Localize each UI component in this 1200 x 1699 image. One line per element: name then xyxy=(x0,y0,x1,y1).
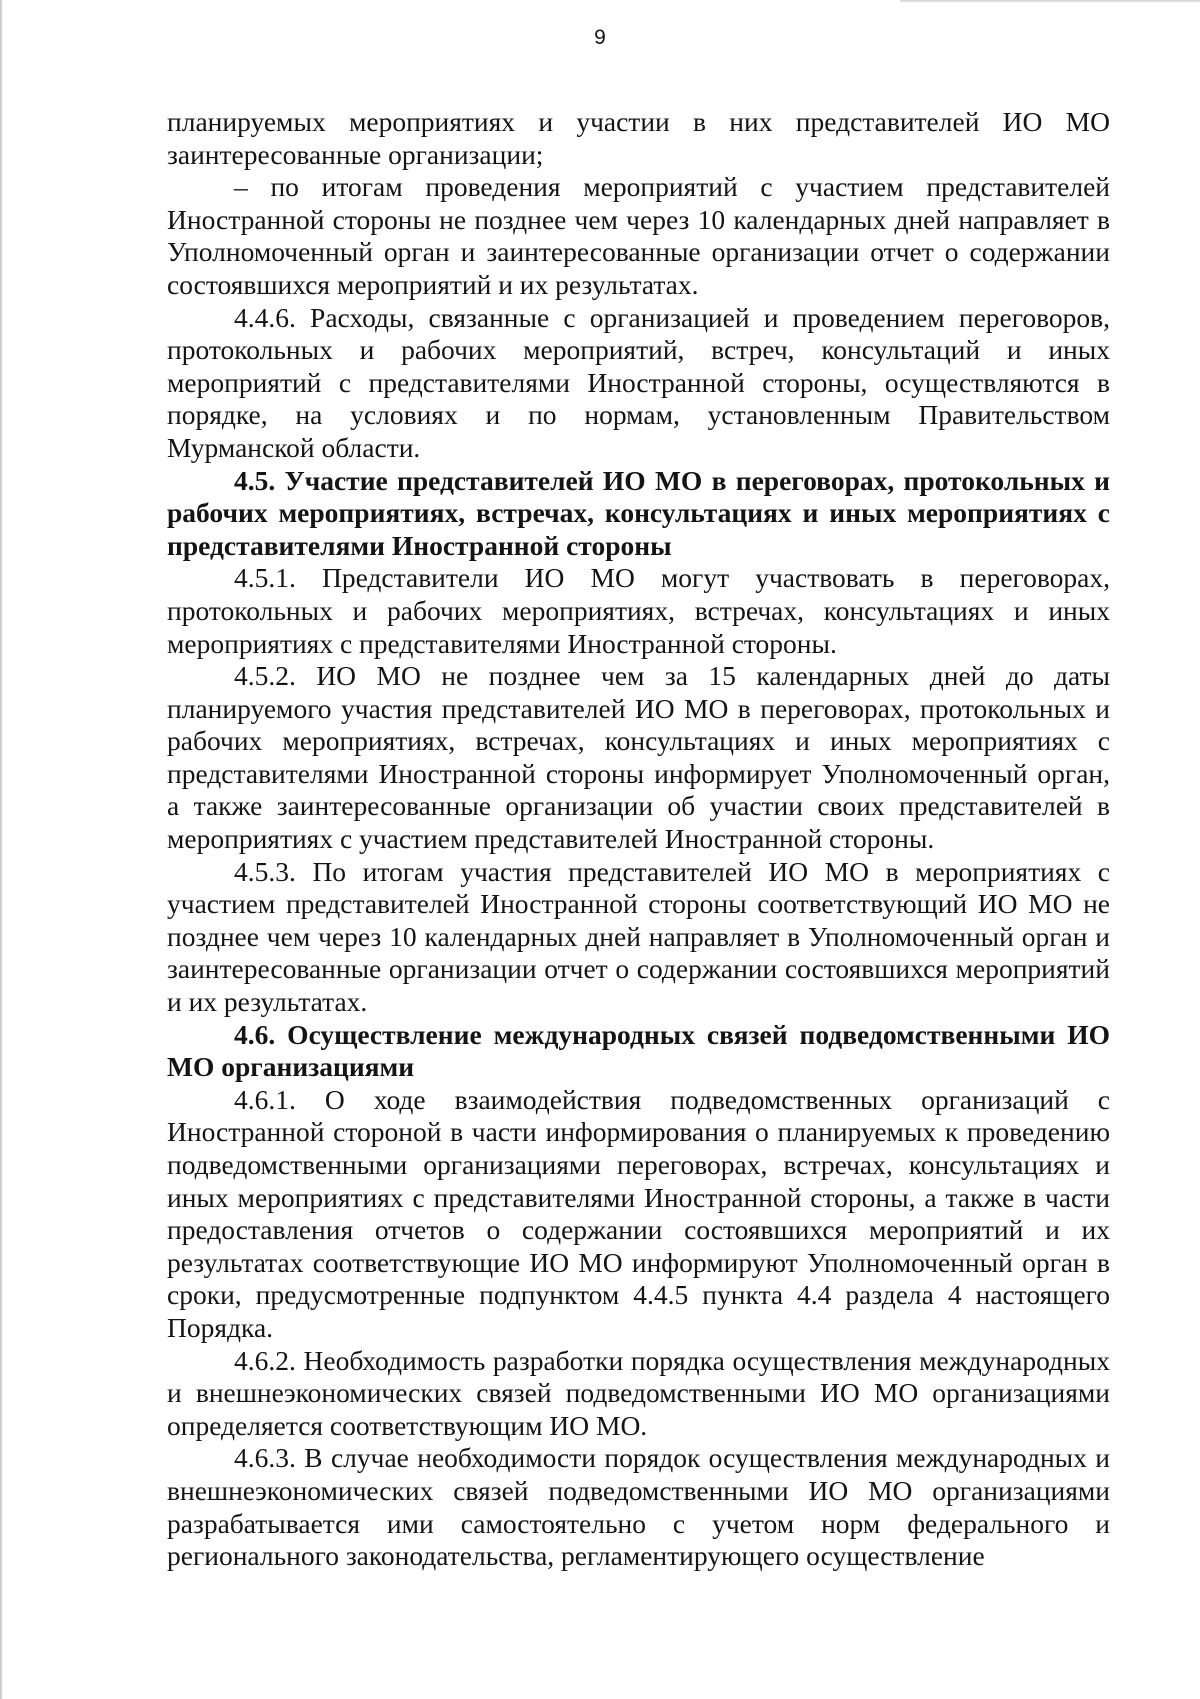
paragraph-4-6-1: 4.6.1. О ходе взаимодействия подведомственных организаций с Иностранной стороной в части информирования о планируемых к проведению подведомственными организациями переговорах, встречах, консультациях и иных мероприятиях с представителями Иностранной стороны, а также в части предоставления отчетов о содержании состоявшихся мероприятий и их результатах соответствующие ИО МО информируют Уполномоченный орган в сроки, предусмотренные подпунктом 4.4.5 пункта 4.4 раздела 4 настоящего Порядка. xyxy=(167,1083,1110,1343)
section-heading-4-6: 4.6. Осуществление международных связей подведомственными ИО МО организациями xyxy=(167,1018,1110,1083)
scan-top-edge xyxy=(900,0,1200,3)
paragraph-4-4-6: 4.4.6. Расходы, связанные с организацией и проведением переговоров, протокольных и рабочих мероприятий, встреч, консультаций и иных мероприятий с представителями Иностранной стороны, осуществляются в порядке, на условиях и по нормам, установленным Правительством Мурманской области. xyxy=(167,301,1110,463)
paragraph-report-item: – по итогам проведения мероприятий с участием представителей Иностранной стороны не позднее чем через 10 календарных дней направляет в Уполномоченный орган и заинтересованные организации отчет о содержании состоявшихся мероприятий и их результатах. xyxy=(167,171,1110,300)
page-number: 9 xyxy=(594,26,606,49)
section-heading-4-5: 4.5. Участие представителей ИО МО в переговорах, протокольных и рабочих мероприятиях, встречах, консультациях и иных мероприятиях с представителями Иностранной стороны xyxy=(167,464,1110,561)
scan-left-edge xyxy=(0,0,3,1699)
document-body xyxy=(167,106,1110,1573)
paragraph-4-6-3: 4.6.3. В случае необходимости порядок осуществления международных и внешнеэкономических связей подведомственными ИО МО организациями разрабатывается ими самостоятельно с учетом норм федерального и регионального законодательства, регламентирующего осуществление xyxy=(167,1442,1110,1572)
paragraph-4-5-1: 4.5.1. Представители ИО МО могут участвовать в переговорах, протокольных и рабочих мероприятиях, встречах, консультациях и иных мероприятиях с представителями Иностранной стороны. xyxy=(167,562,1110,659)
paragraph-4-5-3: 4.5.3. По итогам участия представителей ИО МО в мероприятиях с участием представителей Иностранной стороны соответствующий ИО МО не позднее чем через 10 календарных дней направляет в Уполномоченный орган и заинтересованные организации отчет о содержании состоявшихся мероприятий и их результатах. xyxy=(167,855,1110,1018)
paragraph-4-5-2: 4.5.2. ИО МО не позднее чем за 15 календарных дней до даты планируемого участия представителей ИО МО в переговорах, протокольных и рабочих мероприятиях, встречах, консультациях и иных мероприятиях с представителями Иностранной стороны информирует Уполномоченный орган, а также заинтересованные организации об участии своих представителей в мероприятиях с участием представителей Иностранной стороны. xyxy=(167,660,1110,855)
paragraph-continuation: планируемых мероприятиях и участии в них представителей ИО МО заинтересованные организации; xyxy=(167,106,1110,170)
paragraph-4-6-2: 4.6.2. Необходимость разработки порядка осуществления международных и внешнеэкономических связей подведомственными ИО МО организациями определяется соответствующим ИО МО. xyxy=(167,1344,1110,1441)
